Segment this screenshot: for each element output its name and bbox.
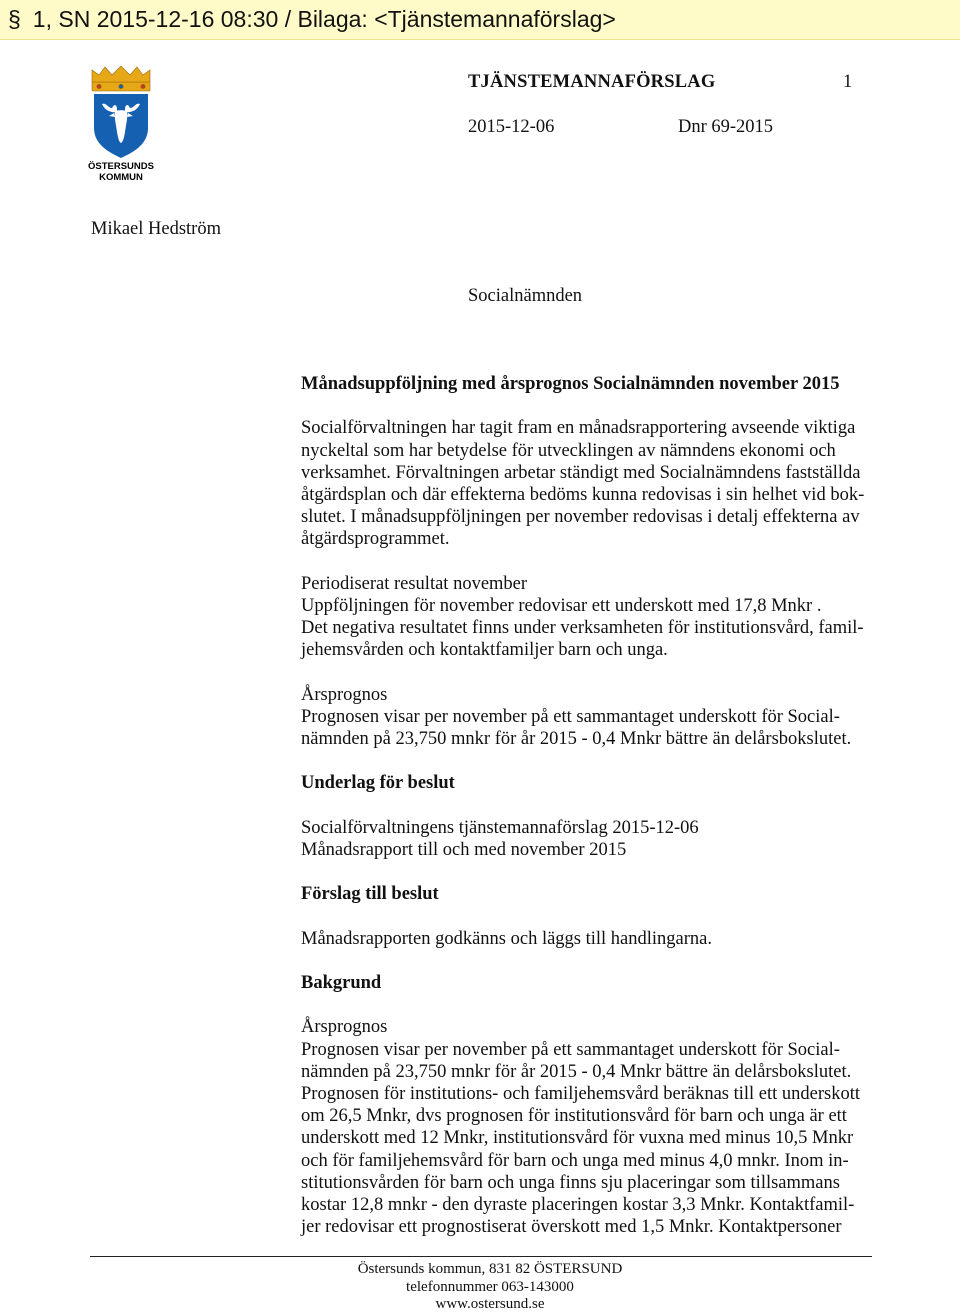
paragraph-gap bbox=[301, 395, 901, 417]
body-text-line: Det negativa resultatet finns under verksamheten för institutionsvård, famil- bbox=[301, 618, 864, 639]
body-text-line: nämnden på 23,750 mnkr för år 2015 - 0,4 Mnkr bättre än delårsbokslutet. bbox=[301, 729, 852, 749]
body-text-line: Månadsrapporten godkänns och läggs till handlingarna. bbox=[301, 928, 713, 949]
body-text-line: slutet. I månadsuppföljningen per november redovisas i detalj effekterna av bbox=[301, 507, 860, 528]
body-text-line: Månadsrapport till och med november 2015 bbox=[301, 839, 627, 860]
body-text-line: verksamhet. Förvaltningen arbetar ständigt med Socialnämndens fastställda bbox=[301, 462, 861, 483]
footer-phone: telefonnummer 063-143000 bbox=[406, 1278, 574, 1295]
section-heading: Underlag för beslut bbox=[301, 773, 455, 794]
paragraph-gap bbox=[301, 795, 901, 817]
body-text-line: Periodiserat resultat november bbox=[301, 573, 528, 594]
body-text-line: åtgärdsprogrammet. bbox=[301, 529, 450, 550]
body-text-line: kostar 12,8 mnkr - den dyraste placeringen kostar 3,3 Mnkr. Kontaktfamil- bbox=[301, 1194, 855, 1215]
document-banner bbox=[0, 0, 960, 40]
body-text-line: nämnden på 23,750 mnkr för år 2015 - 0,4 Mnkr bättre än delårsbokslutet. bbox=[301, 1061, 852, 1082]
page-number: 1 bbox=[843, 72, 853, 92]
body-text-line: underskott med 12 Mnkr, institutionsvård för vuxna med minus 10,5 Mnkr bbox=[301, 1128, 854, 1149]
paragraph-gap bbox=[301, 950, 901, 972]
paragraph-gap bbox=[301, 750, 901, 772]
document-date: 2015-12-06 bbox=[468, 117, 555, 137]
ostersunds-kommun-logo bbox=[88, 66, 154, 182]
footer-web: www.ostersund.se bbox=[435, 1296, 545, 1312]
body-text-line: jehemsvården och kontaktfamiljer barn och unga. bbox=[301, 640, 668, 661]
banner-text: 1, SN 2015-12-16 08:30 / Bilaga: <Tjänstemannaförslag> bbox=[32, 6, 616, 32]
body-text-line: jer redovisar ett prognostiserat överskott med 1,5 Mnkr. Kontaktpersoner bbox=[301, 1217, 842, 1238]
paragraph-gap bbox=[301, 906, 901, 928]
diary-number: Dnr 69-2015 bbox=[678, 117, 774, 137]
footer-divider bbox=[90, 1256, 872, 1257]
paragraph-icon: § bbox=[8, 6, 21, 32]
section-heading: Förslag till beslut bbox=[301, 884, 439, 905]
footer bbox=[0, 1261, 960, 1314]
footer-address: Östersunds kommun, 831 82 ÖSTERSUND bbox=[357, 1261, 623, 1277]
body-text-line: och för familjehemsvård för barn och unga med minus 4,0 mnkr. Inom in- bbox=[301, 1150, 849, 1171]
body-text-line: Årsprognos bbox=[301, 1017, 388, 1038]
paragraph-gap bbox=[301, 551, 901, 573]
paragraph-gap bbox=[301, 661, 901, 683]
document-type-heading: TJÄNSTEMANNAFÖRSLAG bbox=[468, 72, 716, 92]
logo-text-line2: KOMMUN bbox=[99, 172, 143, 182]
body-text-line: Prognosen visar per november på ett sammantaget underskott för Social- bbox=[301, 1039, 840, 1060]
recipient: Socialnämnden bbox=[468, 286, 583, 306]
body-text-line: Socialförvaltningen har tagit fram en månadsrapportering avseende viktiga bbox=[301, 418, 856, 439]
author-name: Mikael Hedström bbox=[91, 219, 221, 239]
body-text-line: Uppföljningen för november redovisar ett underskott med 17,8 Mnkr . bbox=[301, 595, 822, 616]
body-text-line: Prognosen för institutions- och familjehemsvård beräknas till ett underskott bbox=[301, 1084, 861, 1104]
body-text-line: stitutionsvården för barn och unga finns sju placeringar som tillsammans bbox=[301, 1172, 840, 1193]
section-heading: Bakgrund bbox=[301, 973, 382, 994]
section-heading: Månadsuppföljning med årsprognos Socialnämnden november 2015 bbox=[301, 374, 840, 394]
paragraph-gap bbox=[301, 994, 901, 1016]
body-text-line: åtgärdsplan och där effekterna bedöms kunna redovisas i sin helhet vid bok- bbox=[301, 484, 865, 505]
document-body bbox=[301, 373, 901, 1238]
body-text-line: Årsprognos bbox=[301, 684, 388, 705]
logo-text-line1: ÖSTERSUNDS bbox=[88, 161, 154, 172]
body-text-line: om 26,5 Mnkr, dvs prognosen för institutionsvård för barn och unga är ett bbox=[301, 1106, 847, 1127]
body-text-line: Prognosen visar per november på ett sammantaget underskott för Social- bbox=[301, 706, 840, 727]
paragraph-gap bbox=[301, 861, 901, 883]
body-text-line: Socialförvaltningens tjänstemannaförslag 2015-12-06 bbox=[301, 817, 699, 838]
body-text-line: nyckeltal som har betydelse för utvecklingen av nämndens ekonomi och bbox=[301, 440, 836, 461]
